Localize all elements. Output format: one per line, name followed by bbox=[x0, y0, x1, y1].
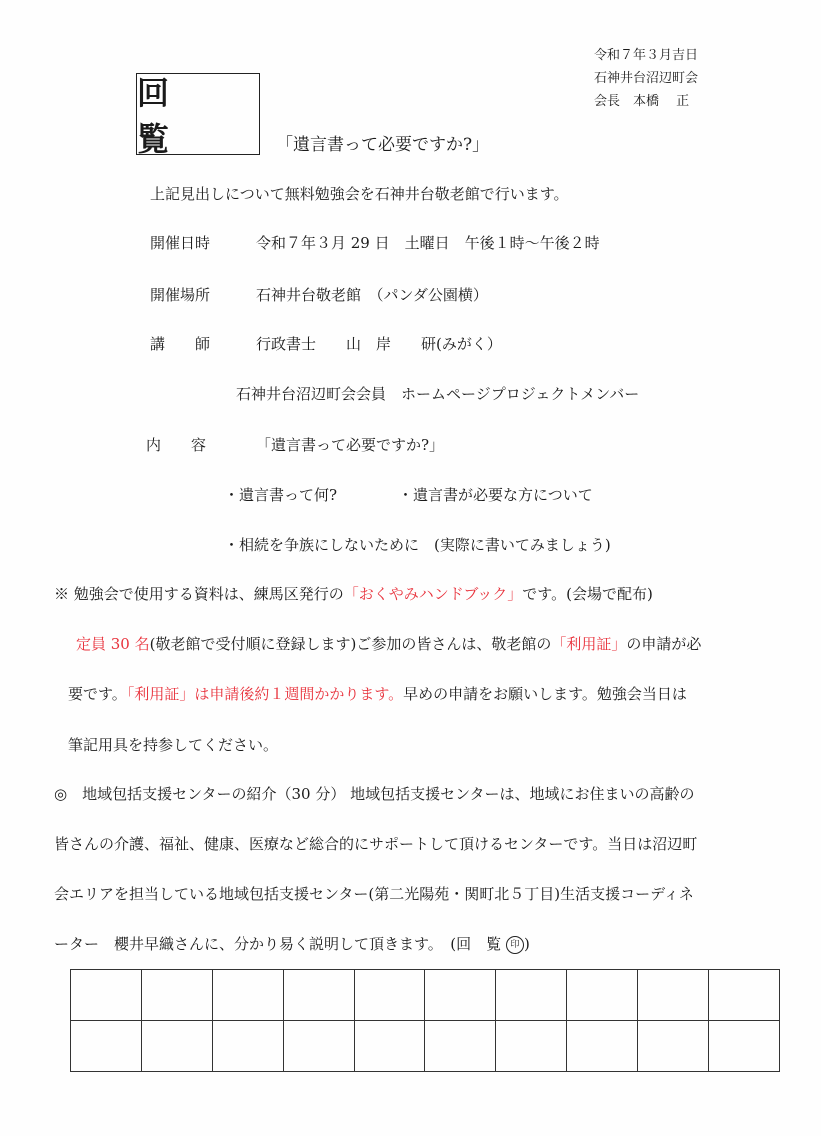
stamp-cell[interactable] bbox=[567, 1021, 638, 1072]
capacity-line-1 bbox=[76, 633, 701, 654]
bullet-item: ・遺言書が必要な方について bbox=[398, 486, 593, 504]
note-prefix: ※ 勉強会で使用する資料は、練馬区発行の bbox=[54, 585, 344, 603]
stamp-cell[interactable] bbox=[354, 1021, 425, 1072]
stamp-grid bbox=[70, 969, 780, 1072]
permit-warning: 「利用証」は申請後約１週間かかります。 bbox=[126, 685, 404, 703]
lecturer-note: 石神井台沼辺町会会員 ホームページプロジェクトメンバー bbox=[236, 385, 640, 403]
place-label: 開催場所 bbox=[150, 286, 211, 304]
stamp-cell[interactable] bbox=[567, 970, 638, 1021]
capacity-count: 定員 30 名 bbox=[76, 635, 150, 653]
stamp-cell[interactable] bbox=[638, 970, 709, 1021]
stamp-cell[interactable] bbox=[496, 970, 567, 1021]
center-line-4-end: ) bbox=[523, 935, 530, 953]
stamp-cell[interactable] bbox=[212, 1021, 283, 1072]
stamp-cell[interactable] bbox=[425, 970, 496, 1021]
bullet-item: ・相続を争族にしないために (実際に書いてみましょう) bbox=[224, 536, 611, 554]
stamp-cell[interactable] bbox=[141, 970, 212, 1021]
stamp-cell[interactable] bbox=[141, 1021, 212, 1072]
organization-name: 石神井台沼辺町会 bbox=[594, 71, 699, 86]
permit-name: 「利用証」 bbox=[551, 635, 627, 653]
center-line-4-text: ーター 櫻井早織さんに、分かり易く説明して頂きます。 (回 覧 bbox=[54, 935, 502, 953]
center-line-3: 会エリアを担当している地域包括支援センター(第二光陽苑・関町北５丁目)生活支援コーディネ bbox=[54, 885, 694, 903]
stamp-cell[interactable] bbox=[283, 970, 354, 1021]
stamp-cell[interactable] bbox=[425, 1021, 496, 1072]
seal-mark: 印 bbox=[506, 936, 524, 954]
lecturer-label: 講 師 bbox=[150, 335, 211, 353]
center-line-2: 皆さんの介護、福祉、健康、医療など総合的にサポートして頂けるセンターです。当日は沼辺町 bbox=[54, 835, 698, 853]
capacity-line-2 bbox=[68, 683, 687, 704]
handbook-title: 「おくやみハンドブック」 bbox=[343, 585, 523, 603]
handbook-note bbox=[54, 583, 653, 604]
place-value: 石神井台敬老館 （パンダ公園横） bbox=[256, 286, 488, 304]
capacity-line-3: 筆記用具を持参してください。 bbox=[68, 736, 279, 754]
center-line-4 bbox=[54, 933, 530, 954]
stamp-cell[interactable] bbox=[354, 970, 425, 1021]
capacity-text: (敬老館で受付順に登録します)ご参加の皆さんは、敬老館の bbox=[149, 635, 552, 653]
content-label: 内 容 bbox=[146, 436, 207, 454]
capacity-tail: の申請が必 bbox=[626, 635, 702, 653]
capacity-tail-2: 早めの申請をお願いします。勉強会当日は bbox=[403, 685, 687, 703]
date-value: 令和７年３月 29 日 土曜日 午後１時～午後２時 bbox=[256, 234, 600, 252]
intro-text: 上記見出しについて無料勉強会を石神井台敬老館で行います。 bbox=[150, 185, 569, 203]
stamp-cell[interactable] bbox=[212, 970, 283, 1021]
lecturer-value: 行政書士 山 岸 研(みがく） bbox=[256, 335, 502, 353]
capacity-lead: 要です。 bbox=[68, 685, 127, 703]
headline: 「遺言書って必要ですか?」 bbox=[276, 135, 490, 155]
circulation-title-box: 回 覧 bbox=[136, 73, 260, 155]
stamp-cell[interactable] bbox=[496, 1021, 567, 1072]
stamp-cell[interactable] bbox=[283, 1021, 354, 1072]
stamp-cell[interactable] bbox=[71, 970, 142, 1021]
stamp-cell[interactable] bbox=[709, 970, 780, 1021]
stamp-cell[interactable] bbox=[71, 1021, 142, 1072]
stamp-cell[interactable] bbox=[638, 1021, 709, 1072]
center-line-1: ◎ 地域包括支援センターの紹介（30 分） 地域包括支援センターは、地域にお住まいの高齢の bbox=[54, 785, 695, 803]
president-name: 会長 本橋 正 bbox=[594, 94, 690, 109]
note-suffix: です。(会場で配布) bbox=[522, 585, 653, 603]
content-value: 「遺言書って必要ですか?」 bbox=[256, 436, 445, 454]
bullet-item: ・遺言書って何? bbox=[224, 486, 338, 504]
stamp-cell[interactable] bbox=[709, 1021, 780, 1072]
date-label: 開催日時 bbox=[150, 234, 211, 252]
issue-date: 令和７年３月吉日 bbox=[594, 48, 699, 63]
